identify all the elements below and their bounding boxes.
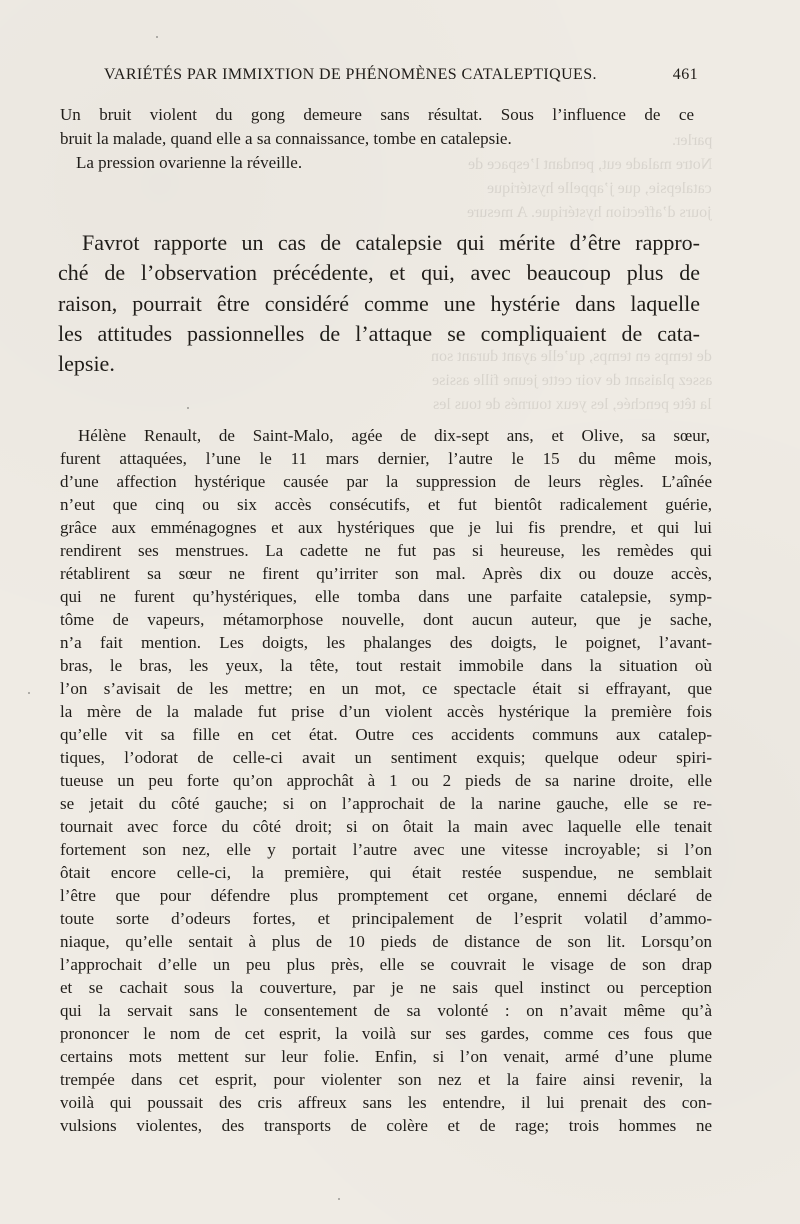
body-line: Hélène Renault, de Saint-Malo, agée de dix-sept ans, et Olive, sa sœur, [78,426,710,445]
body-line: la mère de la malade fut prise d’un violent accès hystérique la première fois [60,702,712,721]
paper-speck [28,692,30,694]
body-line: vulsions violentes, des transports de colère et de rage; trois hommes ne [60,1116,712,1135]
body-line: et se cachait sous la couverture, par je ne sais quel instinct ou perception [60,978,712,997]
highlight-line: ché de l’observation précédente, et qui, avec beaucoup plus de [58,260,700,285]
body-line: l’approchait d’elle un peu plus près, elle se couvrait le visage de son drap [60,955,712,974]
body-line: qui ne furent qu’hystériques, elle tomba dans une parfaite catalepsie, symp- [60,587,712,606]
body-line: tiques, l’odorat de celle-ci avait un sentiment exquis; quelque odeur spiri- [60,748,712,767]
highlight-line: raison, pourrait être considéré comme une hystérie dans laquelle [58,291,700,316]
intro-line: La pression ovarienne la réveille. [76,153,303,172]
body-line: toute sorte d’odeurs fortes, et principalement de l’esprit volatil d’ammo- [60,909,712,928]
body-line: d’une affection hystérique causée par la suppression de leurs règles. L’aînée [60,472,712,491]
body-line: bras, le bras, les yeux, la tête, tout restait immobile dans la situation où [60,656,712,675]
body-line: ôtait encore celle-ci, la première, qui était restée suspendue, ne semblait [60,863,712,882]
body-line: certains mots mettent sur leur folie. Enfin, si l’on venait, armé d’une plume [60,1047,712,1066]
body-line: rétablirent sa sœur ne firent qu’irriter son mal. Après dix ou douze accès, [60,564,712,583]
show-through-text: parler. Notre malade eut, pendant l’espace de catalepsie, que j’appelle hystérique jours d’affection hystérique. A mesure de temps en temps, qu’elle ayant durant son assez plaisant de voir cette jeune fille assise la tête penchée, les yeux tournés de tous les [431,132,712,413]
paper-speck [156,36,158,38]
paper-speck [338,1198,340,1200]
body-line: qu’elle vit sa fille en cet état. Outre ces accidents communs aux catalep- [60,725,712,744]
highlight-line: les attitudes passionnelles de l’attaque se compliquaient de cata- [58,321,700,346]
body-line: tôme de vapeurs, métamorphose nouvelle, dont aucun auteur, que je sache, [60,610,712,629]
body-line: l’on s’avisait de les mettre; en un mot, ce spectacle était si effrayant, que [60,679,712,698]
page-number: 461 [672,66,698,83]
body-line: furent attaquées, l’une le 11 mars dernier, l’autre le 15 du même mois, [60,449,712,468]
body-line: niaque, qu’elle sentait à plus de 10 pieds de distance de son lit. Lorsqu’on [60,932,712,951]
intro-line: bruit la malade, quand elle a sa connaissance, tombe en catalepsie. [60,129,512,148]
body-line: n’eut que cinq ou six accès consécutifs, et fut bientôt radicalement guérie, [60,495,712,514]
paper-speck [187,407,189,409]
highlight-line: lepsie. [58,351,115,376]
running-title: VARIÉTÉS PAR IMMIXTION DE PHÉNOMÈNES CATALEPTIQUES. [104,66,597,83]
body-line: l’être que pour défendre plus promptement cet organe, ennemi déclaré de [60,886,712,905]
highlight-line: Favrot rapporte un cas de catalepsie qui mérite d’être rappro- [82,230,700,255]
body-line: n’a fait mention. Les doigts, les phalanges des doigts, le poignet, l’avant- [60,633,712,652]
body-line: prononcer le nom de cet esprit, la voilà sur ses gardes, comme ces fous que [60,1024,712,1043]
body-line: grâce aux emménagognes et aux hystériques que je lui fis prendre, et qui lui [60,518,712,537]
body-line: tueuse un peu forte qu’on approchât à 1 ou 2 pieds de sa narine droite, elle [60,771,712,790]
body-line: qui la servait sans le consentement de sa volonté : on n’avait même qu’à [60,1001,712,1020]
body-line: voilà qui poussait des cris affreux sans les entendre, il lui prenait des con- [60,1093,712,1112]
running-header [104,66,698,88]
body-line: se jetait du côté gauche; si on l’approchait de la narine gauche, elle se re- [60,794,712,813]
body-line: tournait avec force du côté droit; si on ôtait la main avec laquelle elle tenait [60,817,712,836]
body-line: rendirent ses menstrues. La cadette ne fut pas si heureuse, les remèdes qui [60,541,712,560]
body-line: trempée dans cet esprit, pour violenter son nez et la faire ainsi revenir, la [60,1070,712,1089]
body-line: fortement son nez, elle y portait l’autre avec une vitesse incroyable; si l’on [60,840,712,859]
intro-line: Un bruit violent du gong demeure sans résultat. Sous l’influence de ce [60,105,694,124]
